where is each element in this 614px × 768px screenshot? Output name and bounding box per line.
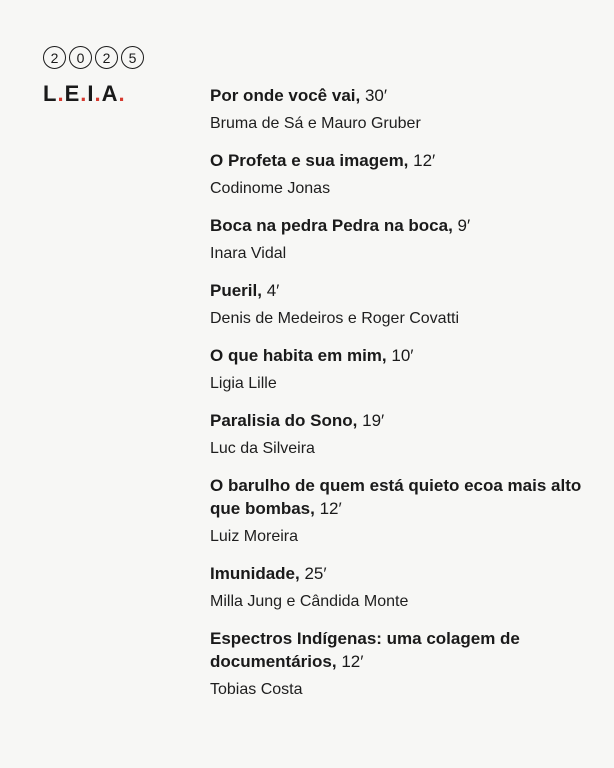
film-duration: 12′ xyxy=(341,652,364,671)
year-badge xyxy=(43,46,173,69)
brand-dot: . xyxy=(94,81,102,106)
film-entry xyxy=(210,562,605,613)
film-duration: 30′ xyxy=(364,86,388,105)
film-title: Por onde você vai, xyxy=(210,86,361,105)
film-title: O barulho de quem está quieto ecoa mais alto que bombas, xyxy=(210,476,582,518)
brand-letter: I xyxy=(87,81,95,106)
film-title: Boca na pedra Pedra na boca, xyxy=(210,216,453,235)
film-director: Ligia Lille xyxy=(210,375,277,392)
film-title: O que habita em mim, xyxy=(210,346,387,365)
film-duration: 10′ xyxy=(391,346,414,365)
film-entry xyxy=(210,214,605,265)
film-entry xyxy=(210,84,605,135)
film-director: Codinome Jonas xyxy=(210,180,331,197)
brand-name xyxy=(43,81,173,107)
film-director: Bruma de Sá e Mauro Gruber xyxy=(210,115,421,132)
film-entry xyxy=(210,149,605,200)
film-director: Tobias Costa xyxy=(210,681,303,698)
film-entry xyxy=(210,474,605,548)
film-director: Denis de Medeiros e Roger Covatti xyxy=(210,310,460,327)
brand-dot: . xyxy=(57,81,65,106)
festival-logo xyxy=(43,46,173,107)
film-director: Inara Vidal xyxy=(210,245,287,262)
film-title: Espectros Indígenas: uma colagem de documentários, xyxy=(210,629,520,671)
film-duration: 4′ xyxy=(266,281,280,300)
film-title: Imunidade, xyxy=(210,564,300,583)
film-duration: 12′ xyxy=(319,499,342,518)
brand-dot: . xyxy=(80,81,88,106)
film-director: Milla Jung e Cândida Monte xyxy=(210,593,409,610)
film-duration: 9′ xyxy=(457,216,471,235)
brand-letter: E xyxy=(64,81,81,106)
year-digit: 2 xyxy=(43,46,66,69)
brand-dot: . xyxy=(118,81,126,106)
film-title: Pueril, xyxy=(210,281,262,300)
film-director: Luiz Moreira xyxy=(210,528,299,545)
film-entry xyxy=(210,627,605,701)
film-list xyxy=(210,84,605,715)
film-title: O Profeta e sua imagem, xyxy=(210,151,409,170)
film-title: Paralisia do Sono, xyxy=(210,411,358,430)
film-entry xyxy=(210,279,605,330)
film-director: Luc da Silveira xyxy=(210,440,315,457)
year-digit: 2 xyxy=(95,46,118,69)
year-digit: 5 xyxy=(121,46,144,69)
film-entry xyxy=(210,409,605,460)
film-entry xyxy=(210,344,605,395)
brand-letter: A xyxy=(101,81,119,106)
year-digit: 0 xyxy=(69,46,92,69)
film-duration: 12′ xyxy=(413,151,436,170)
film-duration: 19′ xyxy=(362,411,385,430)
brand-letter: L xyxy=(43,81,58,106)
film-duration: 25′ xyxy=(304,564,327,583)
